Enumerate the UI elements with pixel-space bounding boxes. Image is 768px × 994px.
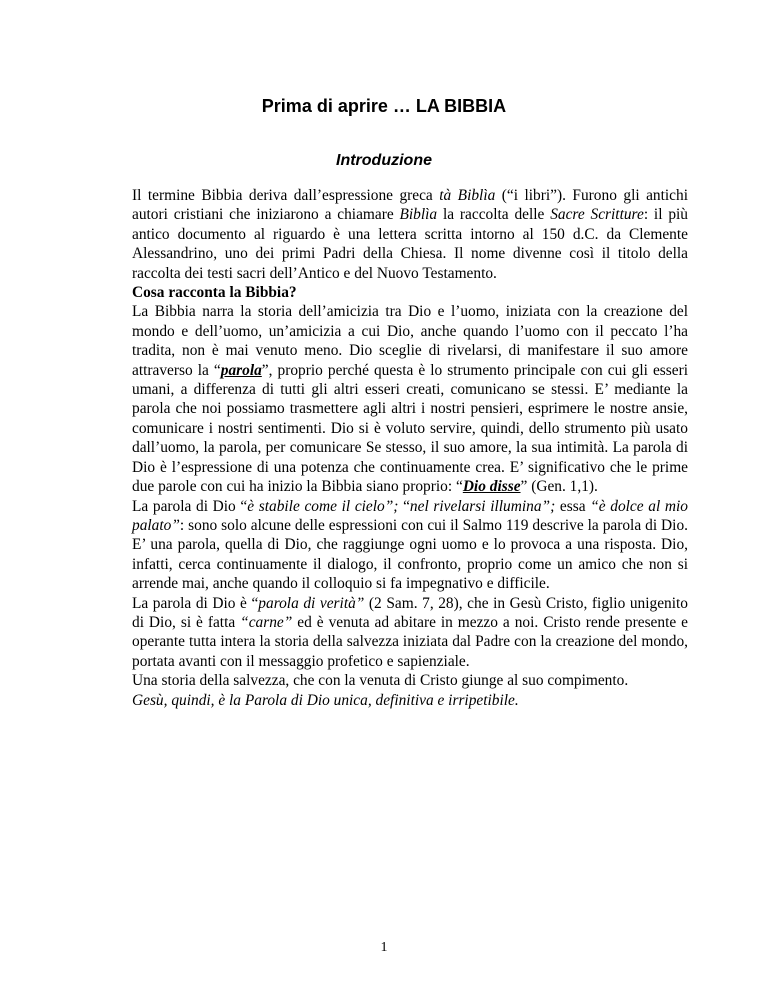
- intro-text-4: : il più antico documento al riguardo è una lettera scritta intorno al 150 d.C. da Clemente Alessandrino, uno dei primi Padri della Chiesa. Il nome divenne così il titolo della raccolta dei testi sacri dell’Antico e del Nuovo Testamento.: [132, 206, 688, 282]
- p3-italic-1: è stabile come il cielo”;: [247, 497, 399, 515]
- section-heading: Cosa racconta la Bibbia?: [132, 284, 297, 302]
- intro-text-3: la raccolta delle: [437, 206, 551, 224]
- p3-italic-2: nel rivelarsi illumina”;: [409, 497, 556, 515]
- intro-text-1: Il termine Bibbia deriva dall’espressione greca: [132, 187, 440, 204]
- intro-paragraph: [132, 186, 688, 283]
- document-subtitle: Introduzione: [336, 152, 432, 169]
- page-number: 1: [380, 940, 388, 955]
- p2-text-2: ”, proprio perché questa è lo strumento principale con cui gli esseri umani, a differenza di tutti gli altri esseri creati, comunicano se stessi. E’ mediante la parola che noi possiamo trasmettere agli altri i nostri pensieri, esprimere le nostre ansie, comunicare i nostri sentimenti. Dio si è voluto servire, quindi, dello strumento più usato dall’uomo, la parola, per comunicare Se stesso, il suo amore, la sua intimità. La parola di Dio è l’espressione di una potenza che continuamente crea. E’ significativo che le prime due parole con cui ha inizio la Bibbia siano proprio: “: [132, 361, 689, 496]
- paragraph-3: [132, 497, 688, 594]
- intro-text-2: (“i libri”). Furono gli antichi autori cristiani che iniziarono a chiamare: [132, 187, 688, 224]
- p4-text-3: ed è venuta ad abitare in mezzo a noi. Cristo rende presente e operante tutta intera la storia della salvezza iniziata dal Padre con la creazione del mondo, portata avanti con il messaggio profetico e sapienziale.: [132, 613, 688, 670]
- p4-italic-1: parola di verità”: [258, 594, 365, 612]
- intro-italic-biblia: Biblìa: [399, 206, 438, 224]
- p2-keyword-parola: parola: [220, 361, 262, 379]
- p2-text-3: ” (Gen. 1,1).: [520, 478, 598, 496]
- p3-italic-3: “è dolce al mio palato”: [132, 497, 688, 534]
- paragraph-5: Una storia della salvezza, che con la venuta di Cristo giunge al suo compimento.: [132, 672, 629, 690]
- document-body: [132, 186, 688, 710]
- paragraph-6: [132, 691, 688, 710]
- paragraph-4: [132, 594, 688, 672]
- intro-italic-sacre-scritture: Sacre Scritture: [550, 206, 644, 224]
- p3-text-3: essa: [555, 497, 591, 515]
- p4-italic-2: “carne”: [240, 613, 293, 631]
- p3-text-2: “: [398, 497, 410, 515]
- p3-text-4: : sono solo alcune delle espressioni con cui il Salmo 119 descrive la parola di Dio. E’ una parola, quella di Dio, che raggiunge ogni uomo e lo provoca a una risposta. Dio, infatti, cerca continuamente il dialogo, il confronto, proprio come un amico che non si arrende mai, anche quando il colloquio si fa impegnativo e difficile.: [132, 516, 688, 593]
- intro-italic-ta-biblia: tà Biblìa: [439, 187, 496, 204]
- p3-text-1: La parola di Dio “: [132, 497, 248, 515]
- p6-italic: Gesù, quindi, è la Parola di Dio unica, definitiva e irripetibile.: [132, 691, 519, 709]
- p4-text-1: La parola di Dio è “: [132, 594, 259, 612]
- p4-text-2: (2 Sam. 7, 28), che in Gesù Cristo, figlio unigenito di Dio, si è fatta: [132, 594, 688, 631]
- paragraph-2: [132, 302, 688, 496]
- p2-keyword-dio-disse: Dio disse: [462, 478, 521, 496]
- document-title: Prima di aprire … LA BIBBIA: [261, 96, 507, 116]
- p2-text-1: La Bibbia narra la storia dell’amicizia tra Dio e l’uomo, iniziata con la creazione del mondo e dell’uomo, un’amicizia a cui Dio, anche quando l’uomo con il peccato l’ha tradita, non è mai venuto meno. Dio sceglie di rivelarsi, di manifestare il suo amore attraverso la “: [132, 303, 688, 379]
